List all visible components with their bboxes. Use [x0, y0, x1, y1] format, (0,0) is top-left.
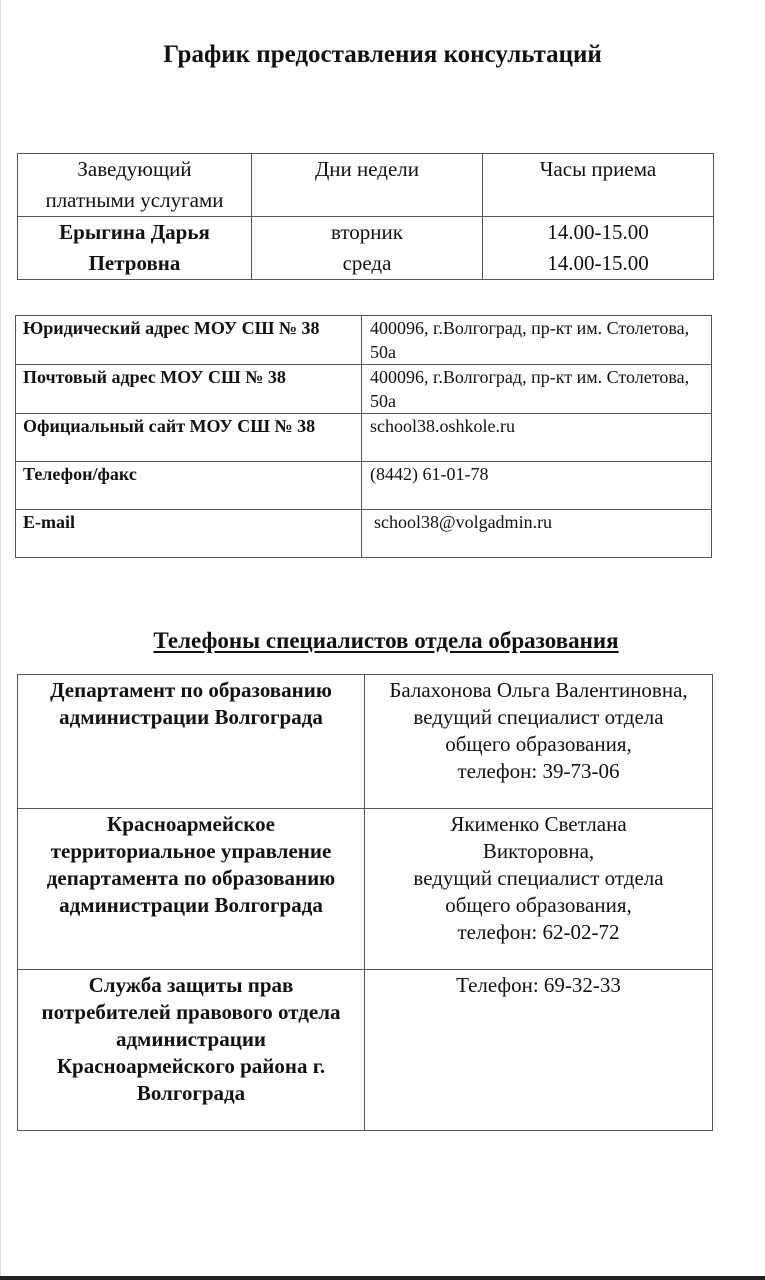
- contacts-table: [15, 315, 712, 558]
- info-line: Якименко Светлана: [450, 812, 627, 836]
- contact-label: E-mail: [16, 510, 362, 558]
- info-line: Телефон: 69-32-33: [456, 973, 621, 997]
- specialists-table: [17, 674, 713, 1131]
- contact-label: Телефон/факс: [16, 462, 362, 510]
- contact-row: [16, 462, 712, 510]
- day-line: среда: [342, 251, 392, 275]
- specialist-info: [365, 809, 713, 970]
- header-line: Часы приема: [539, 157, 657, 181]
- contact-label: Официальный сайт МОУ СШ № 38: [16, 414, 362, 462]
- schedule-header-days: [252, 154, 483, 217]
- info-line: общего образования,: [445, 732, 632, 756]
- website-link[interactable]: school38.oshkole.ru: [362, 414, 712, 462]
- header-line: платными услугами: [45, 188, 224, 212]
- org-line: потребителей правового отдела: [41, 1000, 341, 1024]
- org-line: администрации Волгограда: [59, 705, 323, 729]
- schedule-hours: [483, 217, 714, 280]
- header-line: Дни недели: [314, 157, 420, 181]
- schedule-header-hours: [483, 154, 714, 217]
- specialist-info: [365, 675, 713, 809]
- info-line: телефон: 39-73-06: [457, 759, 620, 783]
- bottom-border: [0, 1276, 765, 1280]
- specialist-row: [18, 970, 713, 1131]
- name-line: Ерыгина Дарья: [59, 220, 210, 244]
- info-line: ведущий специалист отдела: [413, 866, 664, 890]
- hours-line: 14.00-15.00: [547, 220, 649, 244]
- contact-row: [16, 414, 712, 462]
- schedule-row: [18, 217, 714, 280]
- org-line: Волгограда: [136, 1081, 246, 1105]
- specialist-row: [18, 675, 713, 809]
- info-line: Викторовна,: [482, 839, 595, 863]
- contact-value: (8442) 61-01-78: [362, 462, 712, 510]
- day-line: вторник: [331, 220, 403, 244]
- org-line: департамента по образованию: [46, 866, 336, 890]
- schedule-header-row: [18, 154, 714, 217]
- schedule-manager-name: [18, 217, 252, 280]
- org-line: администрации Волгограда: [59, 893, 323, 917]
- org-line: территориальное управление: [50, 839, 332, 863]
- contact-value: 400096, г.Волгоград, пр-кт им. Столетова, 50а: [362, 365, 712, 414]
- schedule-header-manager: [18, 154, 252, 217]
- contact-row: [16, 510, 712, 558]
- specialist-org: [18, 970, 365, 1131]
- name-line: Петровна: [88, 251, 181, 275]
- schedule-table: [17, 153, 714, 280]
- specialist-row: [18, 809, 713, 970]
- specialists-heading: Телефоны специалистов отдела образования: [153, 628, 619, 653]
- contact-row: [16, 365, 712, 414]
- schedule-days: [252, 217, 483, 280]
- contact-row: [16, 316, 712, 365]
- specialist-org: [18, 809, 365, 970]
- org-line: Красноармейского района г.: [56, 1054, 326, 1078]
- specialist-org: [18, 675, 365, 809]
- contact-value: 400096, г.Волгоград, пр-кт им. Столетова, 50а: [362, 316, 712, 365]
- contact-label: Почтовый адрес МОУ СШ № 38: [16, 365, 362, 414]
- contact-label: Юридический адрес МОУ СШ № 38: [16, 316, 362, 365]
- email-link[interactable]: school38@volgadmin.ru: [362, 510, 712, 558]
- org-line: администрации: [115, 1027, 267, 1051]
- hours-line: 14.00-15.00: [547, 251, 649, 275]
- header-line: Заведующий: [77, 157, 192, 181]
- org-line: Департамент по образованию: [50, 678, 332, 702]
- info-line: общего образования,: [445, 893, 632, 917]
- page-title: График предоставления консультаций: [163, 41, 602, 68]
- info-line: телефон: 62-02-72: [457, 920, 620, 944]
- org-line: Служба защиты прав: [88, 973, 294, 997]
- org-line: Красноармейское: [107, 812, 275, 836]
- info-line: Балахонова Ольга Валентиновна,: [389, 678, 688, 702]
- specialist-info: [365, 970, 713, 1131]
- info-line: ведущий специалист отдела: [413, 705, 664, 729]
